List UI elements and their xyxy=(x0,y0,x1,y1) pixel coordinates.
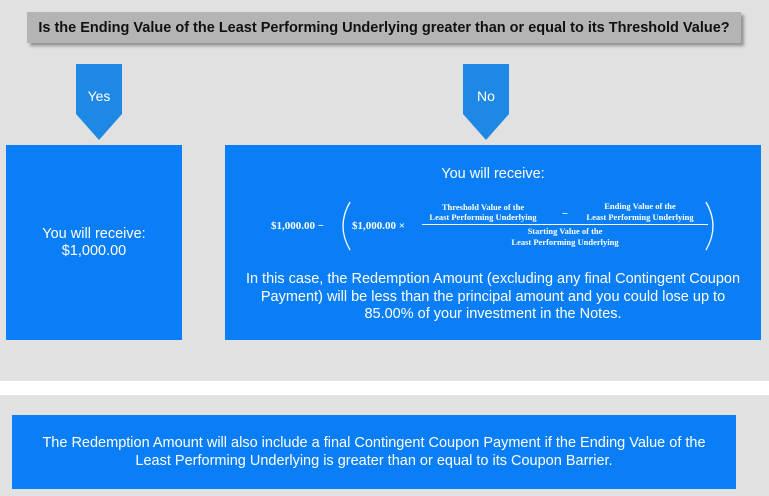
left-paren-icon xyxy=(343,202,350,250)
formula-inner: $1,000.00 × xyxy=(352,220,406,232)
question-banner: Is the Ending Value of the Least Performing Underlying greater than or equal to its Threshold Value? xyxy=(27,12,741,43)
yes-arrow xyxy=(76,64,122,140)
coupon-note-box xyxy=(12,415,736,489)
no-label: No xyxy=(477,88,495,104)
coupon-note-text: The Redemption Amount will also include a final Contingent Coupon Payment if the Ending Value of the Least Performing Underlying is greater than or equal to its Coupon Barrier. xyxy=(42,435,706,469)
formula-lhs: $1,000.00 − xyxy=(271,220,325,232)
no-outcome-box xyxy=(225,145,761,340)
denominator-line2: Least Performing Underlying xyxy=(511,237,619,247)
numerator-b-line1: Ending Value of the xyxy=(604,201,676,211)
numerator-a-line2: Least Performing Underlying xyxy=(429,212,537,222)
numerator-minus: − xyxy=(561,208,569,220)
no-receive-text: You will receive: xyxy=(441,166,545,182)
yes-amount: $1,000.00 xyxy=(61,242,127,259)
redemption-formula xyxy=(225,198,761,254)
yes-receive-text: You will receive: xyxy=(42,225,146,242)
numerator-b-line2: Least Performing Underlying xyxy=(586,212,694,222)
denominator-line1: Starting Value of the xyxy=(527,226,603,236)
numerator-a-line1: Threshold Value of the xyxy=(441,202,525,212)
loss-explanation: In this case, the Redemption Amount (excluding any final Contingent Coupon Payment) will be less than the principal amount and you could lose up to 85.00% of your investment in the Notes. xyxy=(245,271,741,322)
yes-outcome-box xyxy=(6,145,182,340)
right-paren-icon xyxy=(706,202,713,250)
no-arrow xyxy=(463,64,509,140)
yes-label: Yes xyxy=(87,88,111,104)
